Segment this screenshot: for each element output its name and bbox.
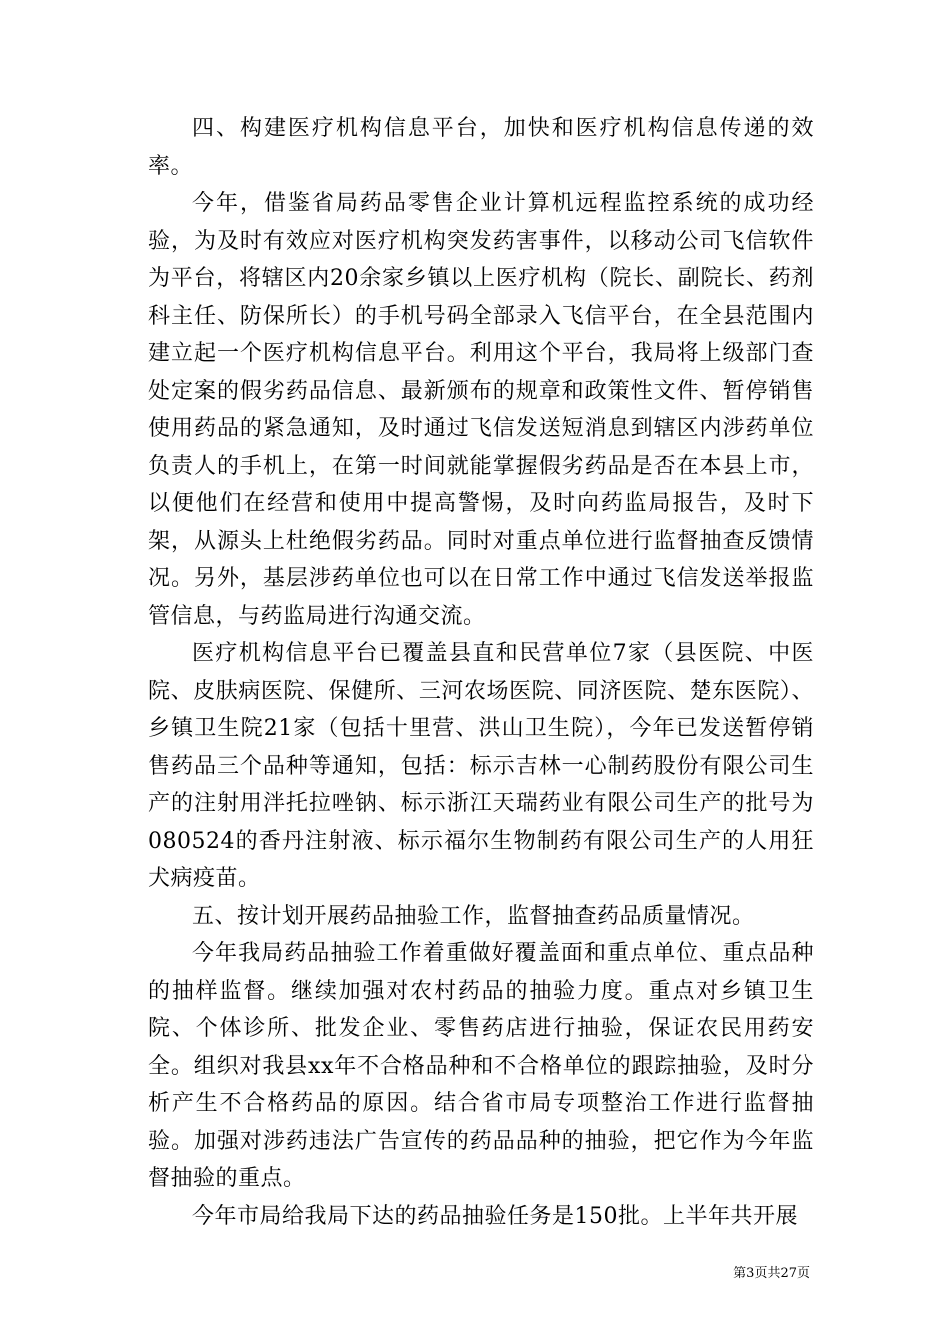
page-number: 第3页共27页 bbox=[733, 1266, 810, 1281]
section-heading-5: 五、按计划开展药品抽验工作，监督抽查药品质量情况。 bbox=[192, 903, 755, 929]
paragraph-platform-coverage: 医疗机构信息平台已覆盖县直和民营单位7家（县医院、中医院、皮肤病医院、保健所、三河农场医院、同济医院、楚东医院）、乡镇卫生院21家（包括十里营、洪山卫生院），今年已发送暂停销售药品三个品种等通知，包括：标示吉林一心制药股份有限公司生产的注射用泮托拉唑钠、标示浙江天瑞药业有限公司生产的批号为080524的香丹注射液、标示福尔生物制药有限公司生产的人用狂犬病疫苗。 bbox=[148, 641, 814, 891]
section-heading-4: 四、构建医疗机构信息平台，加快和医疗机构信息传递的效率。 bbox=[148, 116, 814, 179]
paragraph-sampling-task: 今年市局给我局下达的药品抽验任务是150批。上半年共开展 bbox=[192, 1203, 798, 1229]
document-body bbox=[148, 110, 814, 1235]
paragraph-sampling-focus: 今年我局药品抽验工作着重做好覆盖面和重点单位、重点品种的抽样监督。继续加强对农村药品的抽验力度。重点对乡镇卫生院、个体诊所、批发企业、零售药店进行抽验，保证农民用药安全。组织对我县xx年不合格品种和不合格单位的跟踪抽验，及时分析产生不合格药品的原因。结合省市局专项整治工作进行监督抽验。加强对涉药违法广告宣传的药品品种的抽验，把它作为今年监督抽验的重点。 bbox=[148, 941, 814, 1191]
paragraph-feixin-platform: 今年，借鉴省局药品零售企业计算机远程监控系统的成功经验，为及时有效应对医疗机构突发药害事件，以移动公司飞信软件为平台，将辖区内20余家乡镇以上医疗机构（院长、副院长、药剂科主任、防保所长）的手机号码全部录入飞信平台，在全县范围内建立起一个医疗机构信息平台。利用这个平台，我局将上级部门查处定案的假劣药品信息、最新颁布的规章和政策性文件、暂停销售使用药品的紧急通知，及时通过飞信发送短消息到辖区内涉药单位负责人的手机上，在第一时间就能掌握假劣药品是否在本县上市，以便他们在经营和使用中提高警惕，及时向药监局报告，及时下架，从源头上杜绝假劣药品。同时对重点单位进行监督抽查反馈情况。另外，基层涉药单位也可以在日常工作中通过飞信发送举报监管信息，与药监局进行沟通交流。 bbox=[148, 191, 814, 629]
